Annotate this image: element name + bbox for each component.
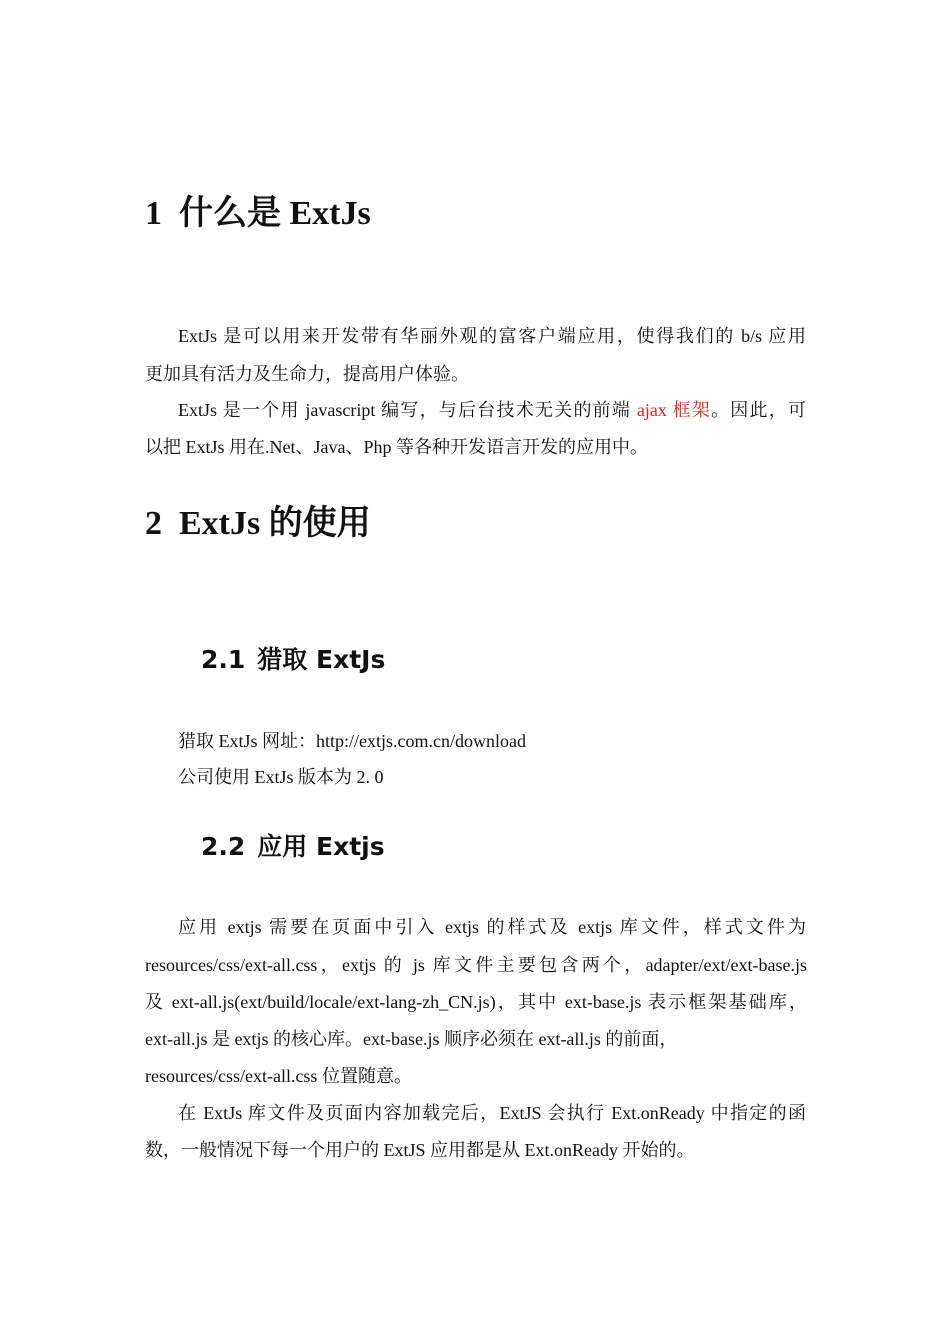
section-2-heading <box>145 504 371 544</box>
section-1-para-1-line-1: ExtJs 是可以用来开发带有华丽外观的富客户端应用，使得我们的 b/s 应用 <box>178 326 806 346</box>
subsection-2-2-para-1-line-1: 应用 extjs 需要在页面中引入 extjs 的样式及 extjs 库文件，样式文件为 <box>178 917 806 937</box>
section-1-para-1-line-2: 更加具有活力及生命力，提高用户体验。 <box>145 364 469 384</box>
subsection-2-1-heading <box>201 644 385 676</box>
subsection-2-1-line-2: 公司使用 ExtJs 版本为 2. 0 <box>178 767 384 787</box>
section-1-title: 什么是 ExtJs <box>179 195 371 232</box>
subsection-2-1-title: 猎取 ExtJs <box>257 645 386 674</box>
subsection-2-2-para-1-line-5: resources/css/ext-all.css 位置随意。 <box>145 1066 412 1086</box>
subsection-2-1-number: 2.1 <box>201 645 246 674</box>
section-2-title: ExtJs 的使用 <box>179 505 371 542</box>
section-1-heading <box>145 194 371 234</box>
subsection-2-2-para-1-line-3: 及 ext-all.js(ext/build/locale/ext-lang-zh_CN.js)，其中 ext-base.js 表示框架基础库， <box>145 992 807 1012</box>
para-2-text-pre: ExtJs 是一个用 javascript 编写，与后台技术无关的前端 <box>178 400 637 420</box>
subsection-2-2-para-2-line-1: 在 ExtJs 库文件及页面内容加载完后，ExtJS 会执行 Ext.onReady 中指定的函 <box>178 1103 806 1123</box>
subsection-2-1-line-1: 猎取 ExtJs 网址：http://extjs.com.cn/download <box>178 731 526 751</box>
subsection-2-2-title: 应用 Extjs <box>257 832 385 861</box>
section-2-number: 2 <box>145 505 162 542</box>
section-1-number: 1 <box>145 195 162 232</box>
para-2-text-post: 。因此，可 <box>711 400 806 420</box>
subsection-2-2-heading <box>201 831 385 863</box>
section-1-para-2-line-2: 以把 ExtJs 用在.Net、Java、Php 等各种开发语言开发的应用中。 <box>145 437 648 457</box>
section-1-para-2-line-1 <box>178 396 806 424</box>
subsection-2-2-number: 2.2 <box>201 832 246 861</box>
subsection-2-2-para-2-line-2: 数，一般情况下每一个用户的 ExtJS 应用都是从 Ext.onReady 开始的。 <box>145 1140 695 1160</box>
subsection-2-2-para-1-line-2: resources/css/ext-all.css，extjs 的 js 库文件主要包含两个，adapter/ext/ext-base.js <box>145 955 807 975</box>
ajax-framework-link[interactable]: ajax 框架 <box>636 400 712 420</box>
subsection-2-2-para-1-line-4: ext-all.js 是 extjs 的核心库。ext-base.js 顺序必须在 ext-all.js 的前面， <box>145 1029 678 1049</box>
